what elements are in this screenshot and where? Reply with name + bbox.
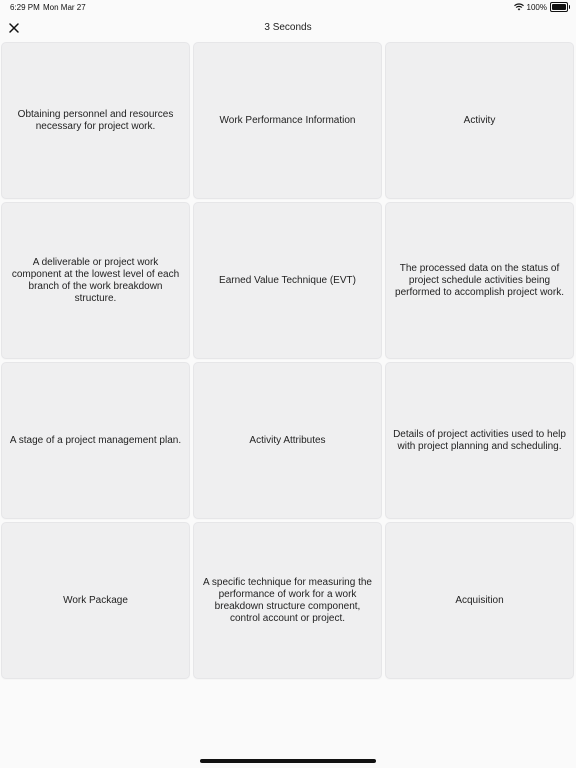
card-text: A deliverable or project work component at the lowest level of each branch of the work breakdown structure. [11, 256, 180, 304]
match-card[interactable] [194, 203, 381, 358]
battery-icon [550, 2, 568, 12]
card-grid [2, 43, 576, 678]
match-card[interactable] [194, 363, 381, 518]
nav-bar [0, 14, 576, 42]
page-title: 3 Seconds [264, 22, 312, 33]
card-text: A stage of a project management plan. [9, 434, 182, 446]
battery-nub [569, 5, 570, 9]
card-text: A specific technique for measuring the performance of work for a work breakdown structure component, control account or project. [203, 576, 372, 624]
card-text: Work Performance Information [219, 114, 356, 126]
card-text: Activity Attributes [249, 434, 326, 446]
card-text: The processed data on the status of project schedule activities being performed to accomplish project work. [395, 262, 564, 298]
match-card[interactable] [386, 363, 573, 518]
match-card[interactable] [386, 523, 573, 678]
battery-percent: 100% [526, 2, 547, 12]
match-card[interactable] [386, 43, 573, 198]
match-card[interactable] [2, 43, 189, 198]
status-bar [0, 0, 576, 14]
match-card[interactable] [2, 203, 189, 358]
match-card[interactable] [386, 203, 573, 358]
match-card[interactable] [2, 523, 189, 678]
card-text: Work Package [63, 594, 128, 606]
card-text: Earned Value Technique (EVT) [219, 274, 356, 286]
card-text: Acquisition [455, 594, 504, 606]
status-time: 6:29 PM [10, 3, 40, 12]
card-text: Obtaining personnel and resources necessary for project work. [17, 108, 174, 132]
home-indicator[interactable] [200, 759, 376, 763]
battery-fill [552, 4, 566, 10]
match-card[interactable] [194, 523, 381, 678]
match-card[interactable] [2, 363, 189, 518]
card-text: Activity [463, 114, 496, 126]
card-text: Details of project activities used to help with project planning and scheduling. [393, 428, 566, 452]
status-right [514, 2, 568, 12]
wifi-icon [514, 3, 524, 11]
status-date: Mon Mar 27 [43, 3, 86, 12]
match-card[interactable] [194, 43, 381, 198]
